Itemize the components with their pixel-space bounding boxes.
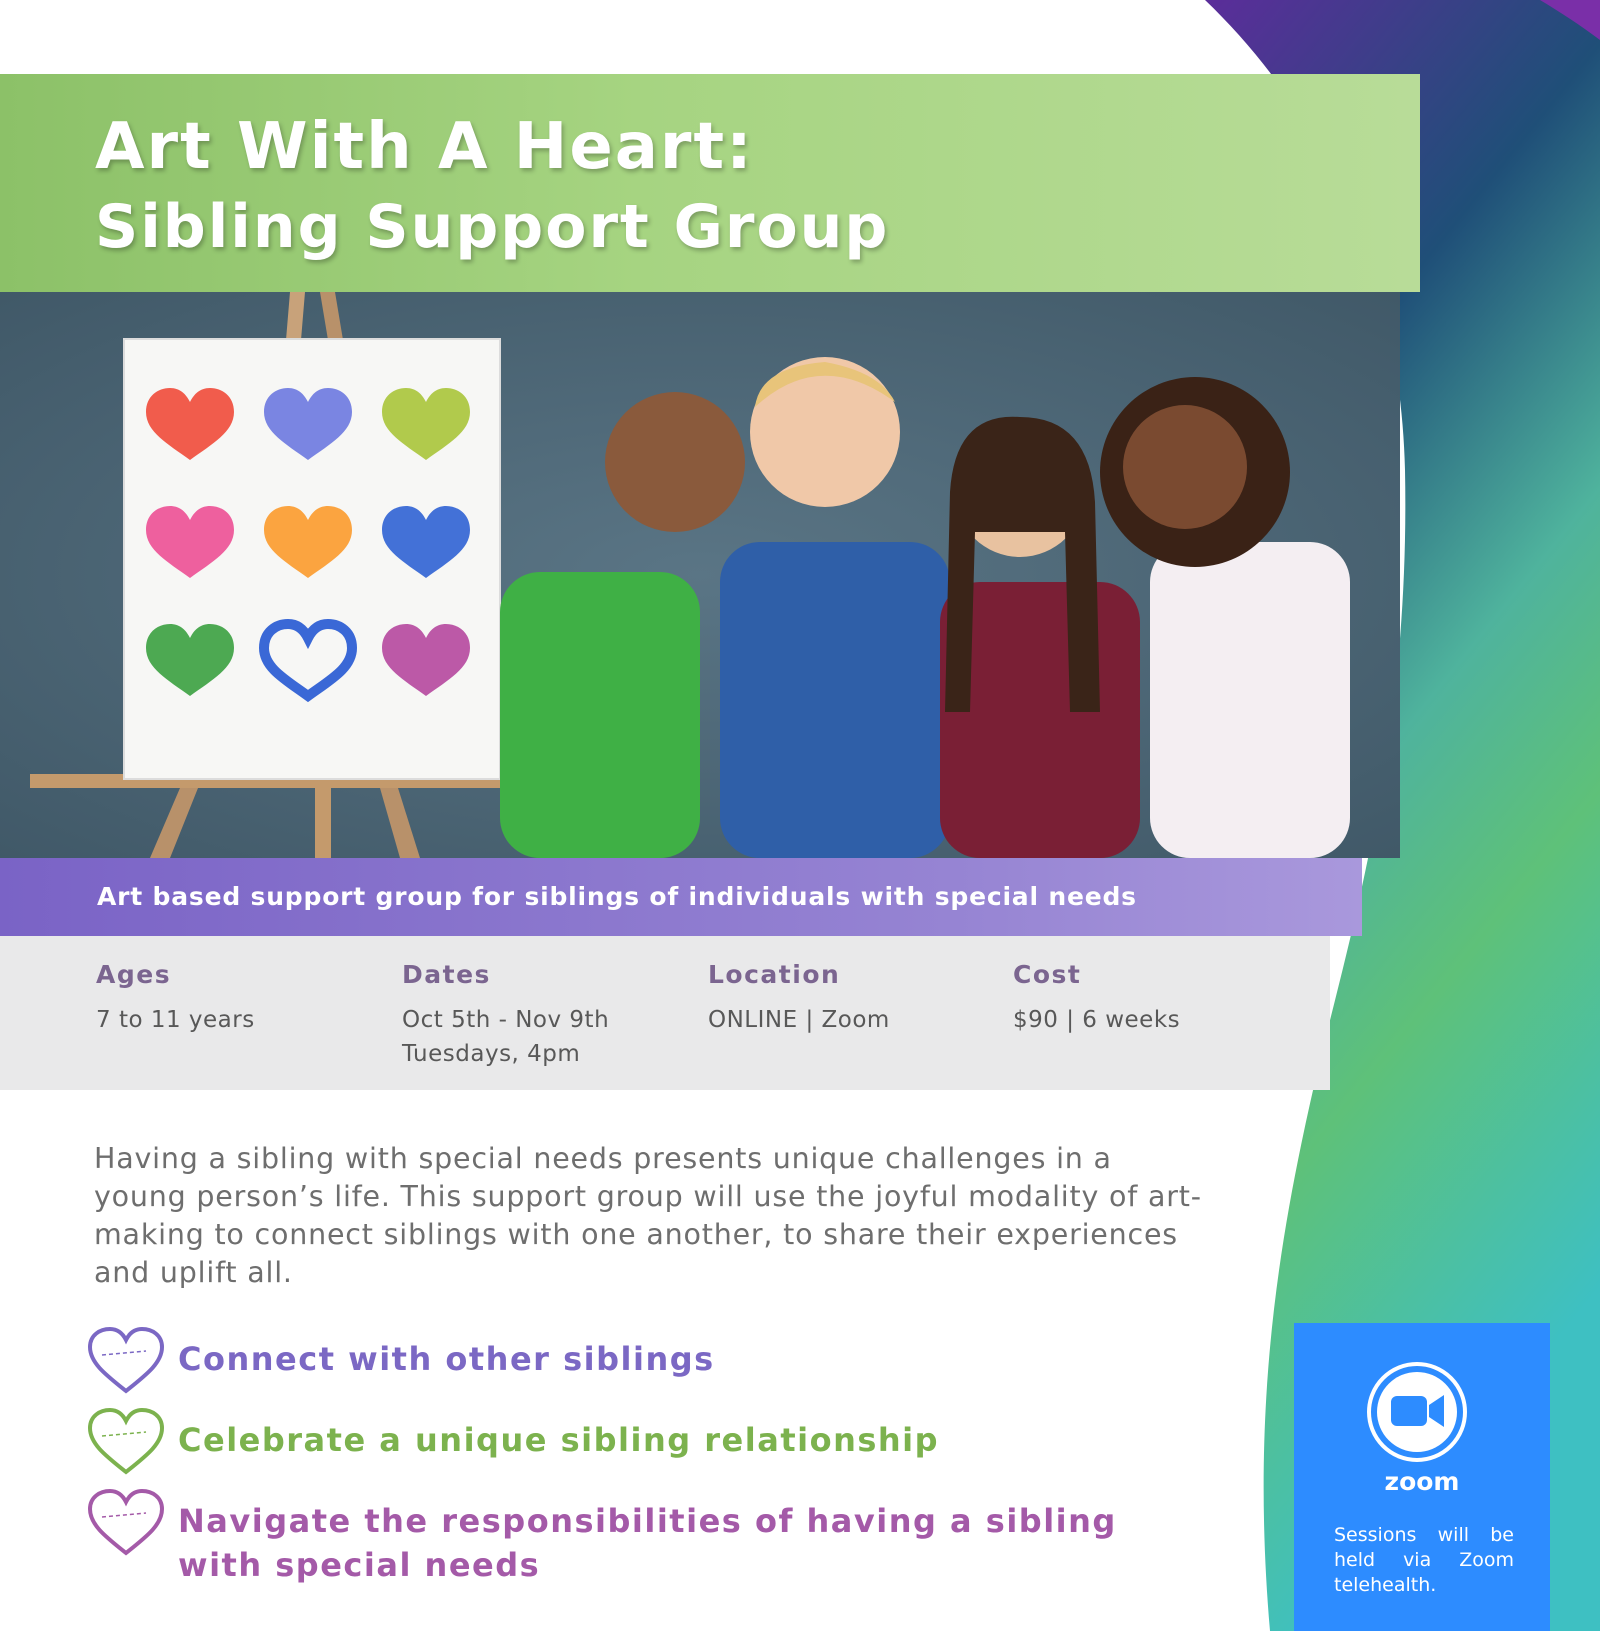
- detail-value: ONLINE | Zoom: [708, 1007, 890, 1033]
- zoom-note: Sessions will be held via Zoom telehealth.: [1334, 1524, 1514, 1596]
- detail-heading: Location: [708, 960, 841, 989]
- detail-ages: [96, 960, 255, 1037]
- detail-heading: Dates: [402, 960, 491, 989]
- zoom-camera-icon: [1366, 1361, 1468, 1463]
- hero-photo: [0, 292, 1400, 858]
- detail-location: [708, 960, 890, 1037]
- detail-dates: [402, 960, 609, 1071]
- bullet-text: Celebrate a unique sibling relationship: [178, 1421, 940, 1459]
- detail-heading: Ages: [96, 960, 172, 989]
- detail-line: Oct 5th - Nov 9th: [402, 1007, 610, 1033]
- heart-outline-icon: [86, 1406, 166, 1478]
- detail-cost: [1013, 960, 1180, 1037]
- bullet-text: Navigate the responsibilities of having a sibling with special needs: [178, 1502, 1117, 1584]
- page-subtitle: Sibling Support Group: [95, 192, 890, 262]
- heart-outline-icon: [86, 1487, 166, 1559]
- detail-value: $90 | 6 weeks: [1013, 1007, 1181, 1033]
- heart-outline-icon: [86, 1325, 166, 1397]
- detail-value: [402, 1003, 609, 1071]
- zoom-wordmark: zoom: [1384, 1467, 1460, 1496]
- detail-heading: Cost: [1013, 960, 1082, 989]
- description: Having a sibling with special needs presents unique challenges in a young person’s life. This support group will use the joyful modality of art-making to connect siblings with one another, to share their experiences and uplift all.: [94, 1142, 1202, 1289]
- zoom-panel: [1294, 1323, 1550, 1631]
- detail-line: Tuesdays, 4pm: [402, 1041, 581, 1067]
- bullet-text: Connect with other siblings: [178, 1340, 715, 1378]
- page-title: Art With A Heart:: [95, 110, 754, 184]
- detail-value: 7 to 11 years: [96, 1007, 255, 1033]
- tagline: Art based support group for siblings of individuals with special needs: [97, 882, 1137, 911]
